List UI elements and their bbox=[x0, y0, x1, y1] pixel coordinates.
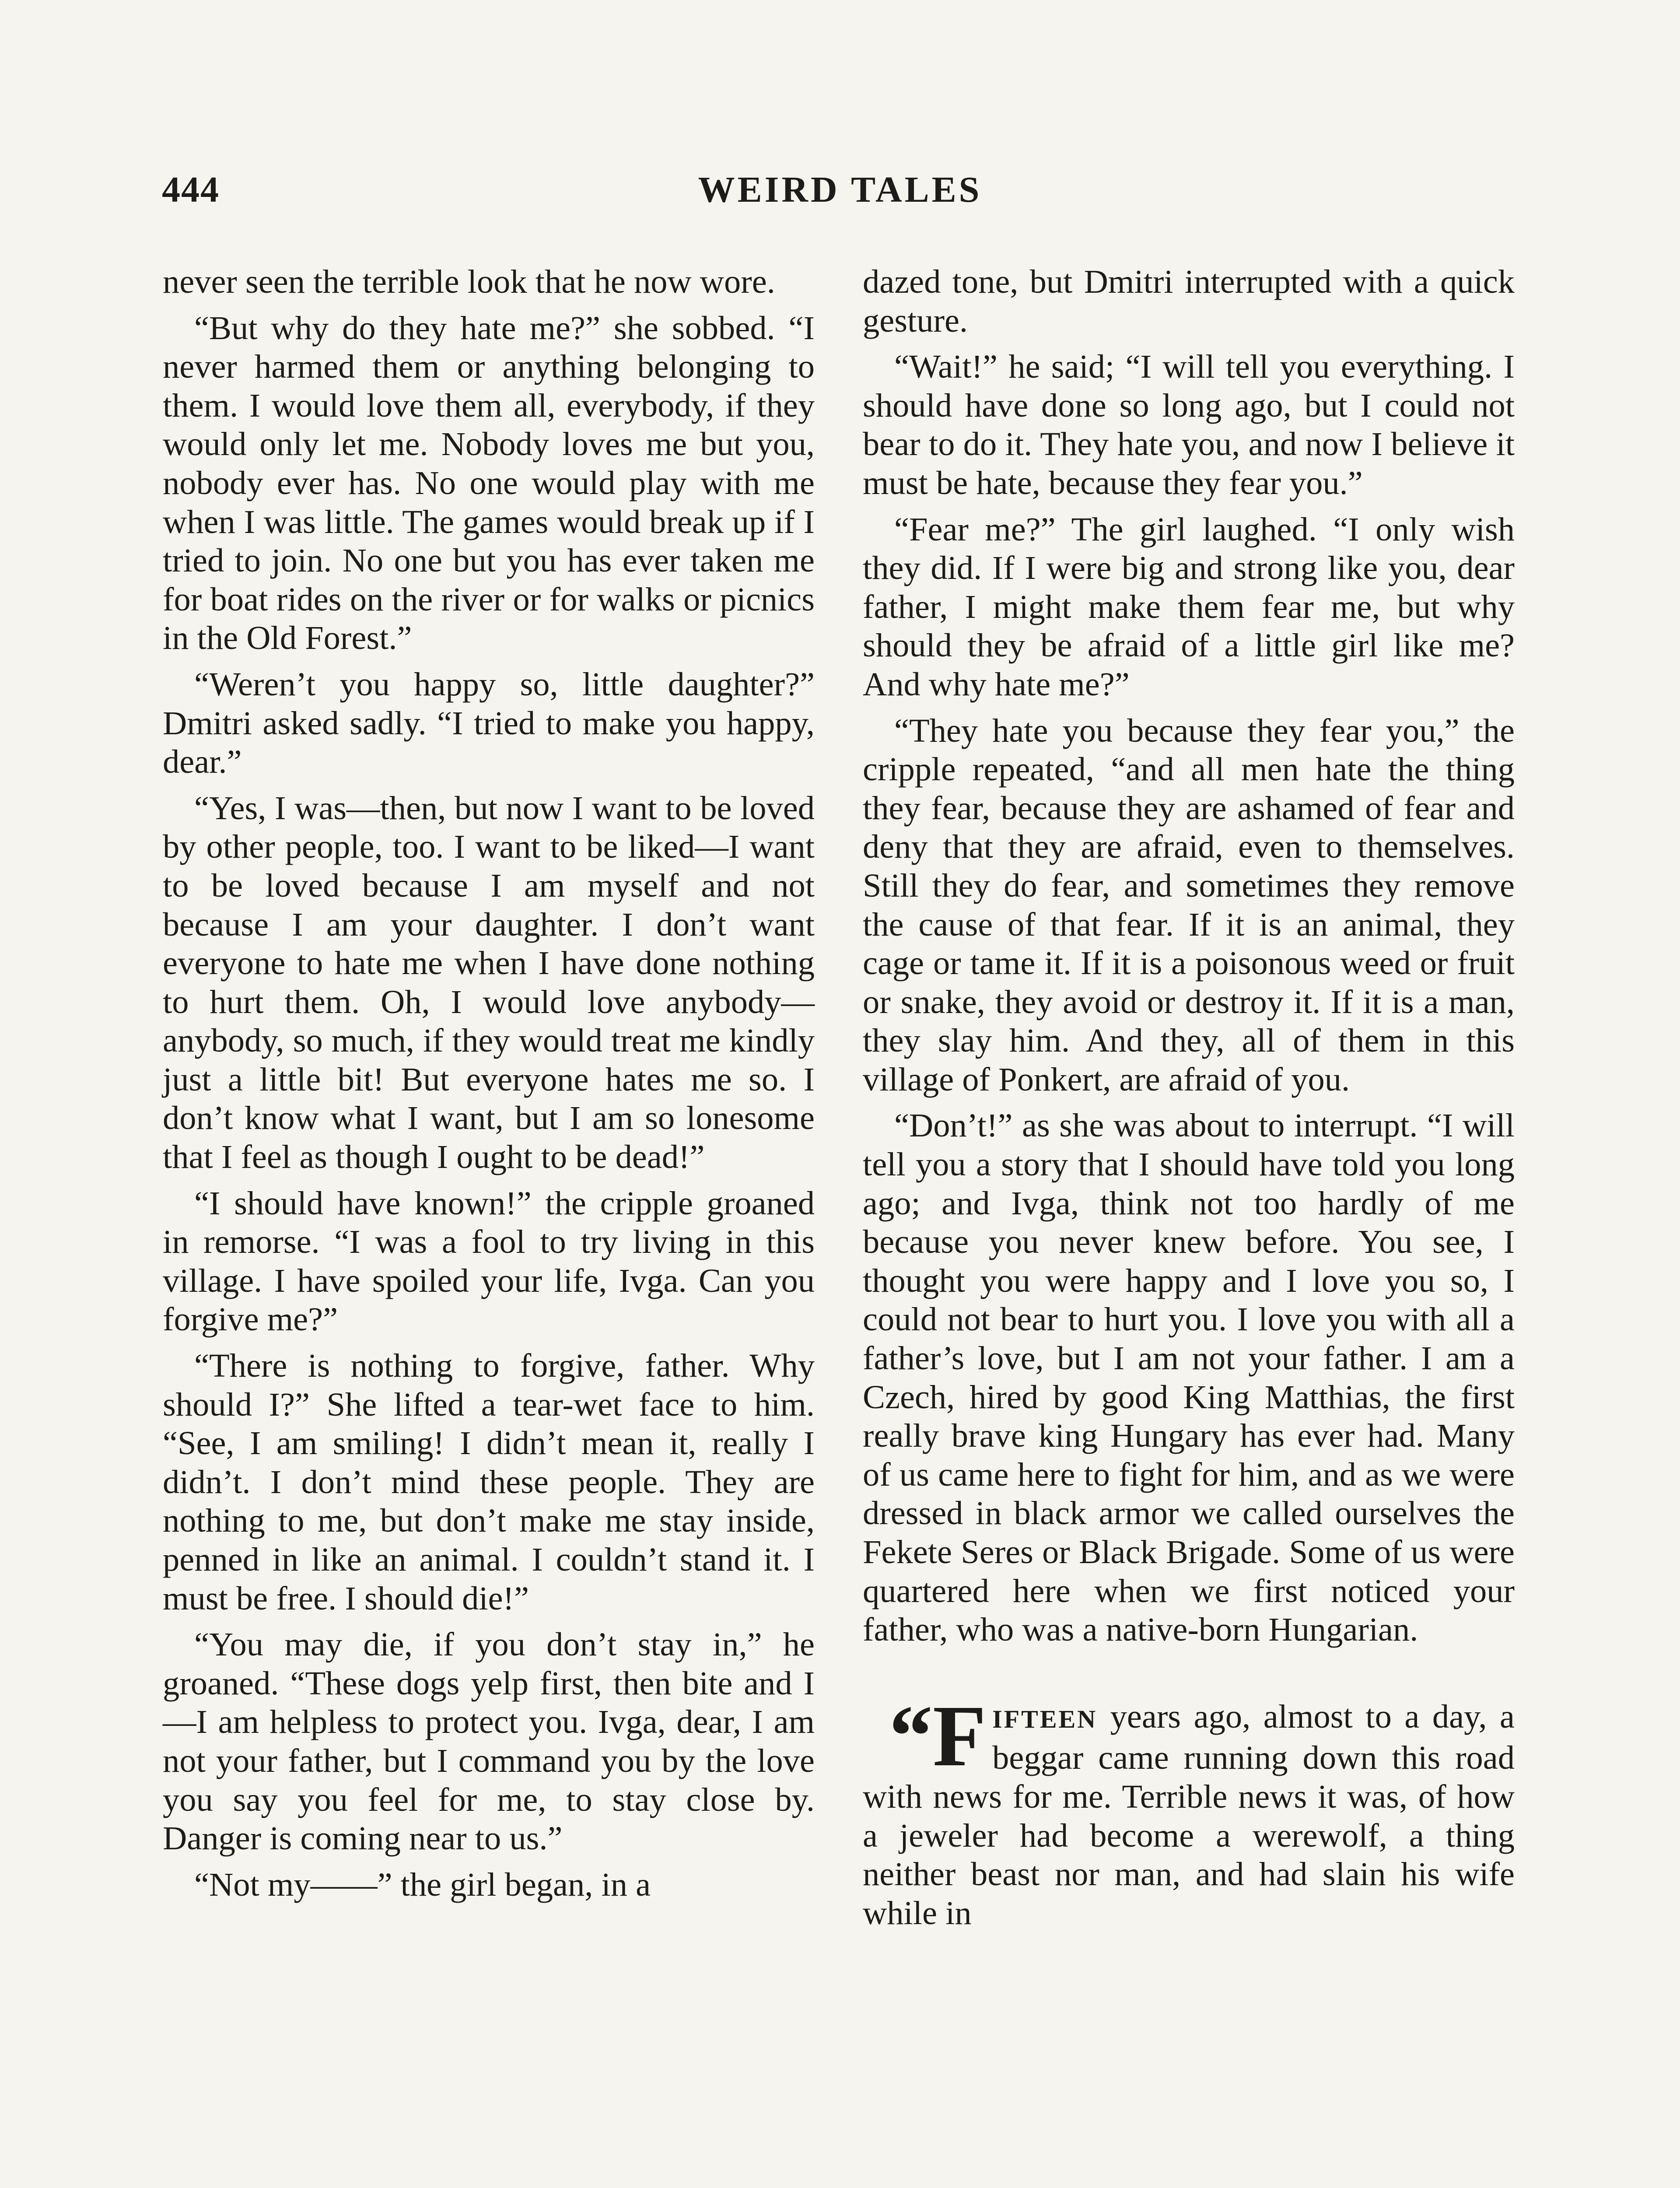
section-opening-paragraph bbox=[863, 1687, 1515, 1933]
paragraph: never seen the terrible look that he now wore. bbox=[163, 263, 775, 300]
left-column bbox=[163, 263, 815, 1911]
paragraph: “I should have known!” the cripple groaned in remorse. “I was a fool to try living in this village. I have spoiled your life, Ivga. Can you forgive me?” bbox=[163, 1184, 815, 1338]
magazine-title: WEIRD TALES bbox=[698, 169, 982, 210]
paragraph: “But why do they hate me?” she sobbed. “I never harmed them or anything belonging to them. I would love them all, everybody, if they would only let me. Nobody loves me but you, nobody ever has. No one would play with me when I was little. The games would break up if I tried to join. No one but you has ever taken me for boat rides on the river or for walks or picnics in the Old Forest.” bbox=[163, 309, 815, 657]
paragraph: “Don’t!” as she was about to interrupt. “I will tell you a story that I should have told you long ago; and Ivga, think not too hardly of me because you never knew before. You see, I thought you were happy and I love you so, I could not bear to hurt you. I love you with all a father’s love, but I am not your father. I am a Czech, hired by good King Matthias, the first really brave king Hungary has ever had. Many of us came here to fight for him, and as we were dressed in black armor we called ourselves the Fekete Seres or Black Brigade. Some of us were quartered here when we first noticed your father, who was a native-born Hungarian. bbox=[863, 1107, 1515, 1648]
page-number: 444 bbox=[162, 169, 220, 210]
paragraph: dazed tone, but Dmitri interrupted with a quick gesture. bbox=[863, 263, 1515, 339]
running-head bbox=[162, 168, 1518, 217]
section-text: years ago, almost to a day, a beggar came running down this road with news for me. Terrible news it was, of how a jeweler had become a werewolf, a thing neither beast nor man, and had slain his wife while in bbox=[863, 1697, 1515, 1932]
right-column bbox=[863, 263, 1515, 1940]
paragraph: “They hate you because they fear you,” the cripple repeated, “and all men hate the thing they fear, because they are ashamed of fear and deny that they are afraid, even to themselves. Still they do fear, and sometimes they remove the cause of that fear. If it is an animal, they cage or tame it. If it is a poisonous weed or fruit or snake, they avoid or destroy it. If it is a man, they slay him. And they, all of them in this village of Ponkert, are afraid of you. bbox=[863, 712, 1515, 1098]
drop-cap-open-quote: “ bbox=[889, 1687, 933, 1785]
drop-cap bbox=[889, 1687, 987, 1785]
small-caps-lead: IFTEEN bbox=[992, 1704, 1098, 1733]
paragraph: “Fear me?” The girl laughed. “I only wish they did. If I were big and strong like you, dear father, I might make them fear me, but why should they be afraid of a little girl like me? And why hate me?” bbox=[863, 510, 1515, 703]
drop-cap-letter: F bbox=[933, 1687, 987, 1785]
paragraph: “You may die, if you don’t stay in,” he groaned. “These dogs yelp first, then bite and I—I am helpless to protect you. Ivga, dear, I am not your father, but I command you by the love you say you feel for me, to stay close by. Danger is coming near to us.” bbox=[163, 1626, 815, 1857]
paragraph: “There is nothing to forgive, father. Why should I?” She lifted a tear-wet face to him. “See, I am smiling! I didn’t mean it, really I didn’t. I don’t mind these people. They are nothing to me, but don’t make me stay inside, penned in like an animal. I couldn’t stand it. I must be free. I should die!” bbox=[163, 1347, 815, 1617]
paragraph: “Wait!” he said; “I will tell you everything. I should have done so long ago, but I could not bear to do it. They hate you, and now I believe it must be hate, because they fear you.” bbox=[863, 348, 1515, 501]
paragraph: “Not my——” the girl began, in a bbox=[194, 1865, 651, 1903]
paragraph: “Yes, I was—then, but now I want to be loved by other people, too. I want to be liked—I want to be loved because I am myself and not because I am your daughter. I don’t want everyone to hate me when I have done nothing to hurt them. Oh, I would love anybody—anybody, so much, if they would treat me kindly just a little bit! But everyone hates me so. I don’t know what I want, but I am so lonesome that I feel as though I ought to be dead!” bbox=[163, 789, 815, 1176]
paragraph: “Weren’t you happy so, little daughter?” Dmitri asked sadly. “I tried to make you happy, dear.” bbox=[163, 665, 815, 781]
